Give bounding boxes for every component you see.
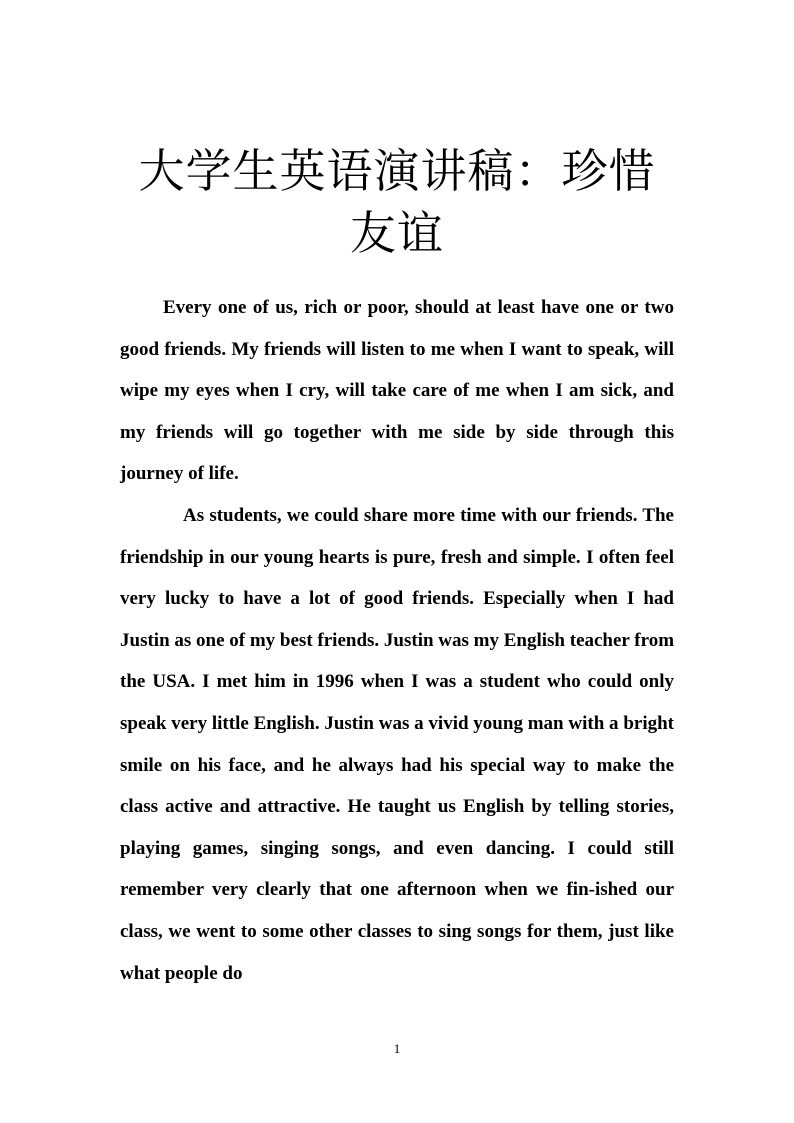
paragraph-2: As students, we could share more time with our friends. The friendship in our young hearts is pure, fresh and simple. I often feel very lucky to have a lot of good friends. Especially when I had Justin as one of my best friends. Justin was my English teacher from the USA. I met him in 1996 when I was a student who could only speak very little English. Justin was a vivid young man with a bright smile on his face, and he always had his special way to make the class active and attractive. He taught us English by telling stories, playing games, singing songs, and even dancing. I could still remember very clearly that one afternoon when we fin-ished our class, we went to some other classes to sing songs for them, just like what people do xyxy=(120,504,675,984)
paragraph-1: Every one of us, rich or poor, should at least have one or two good friends. My friends will listen to me when I want to speak, will wipe my eyes when I cry, will take care of me when I am sick, and my friends will go together with me side by side through this journey of life. xyxy=(120,297,674,485)
page-title xyxy=(100,140,694,264)
title-line-1: 大学生英语演讲稿：珍惜 xyxy=(138,144,656,198)
page-number: 1 xyxy=(393,1041,401,1056)
title-line-2: 友谊 xyxy=(350,206,444,260)
document-body xyxy=(120,287,674,994)
